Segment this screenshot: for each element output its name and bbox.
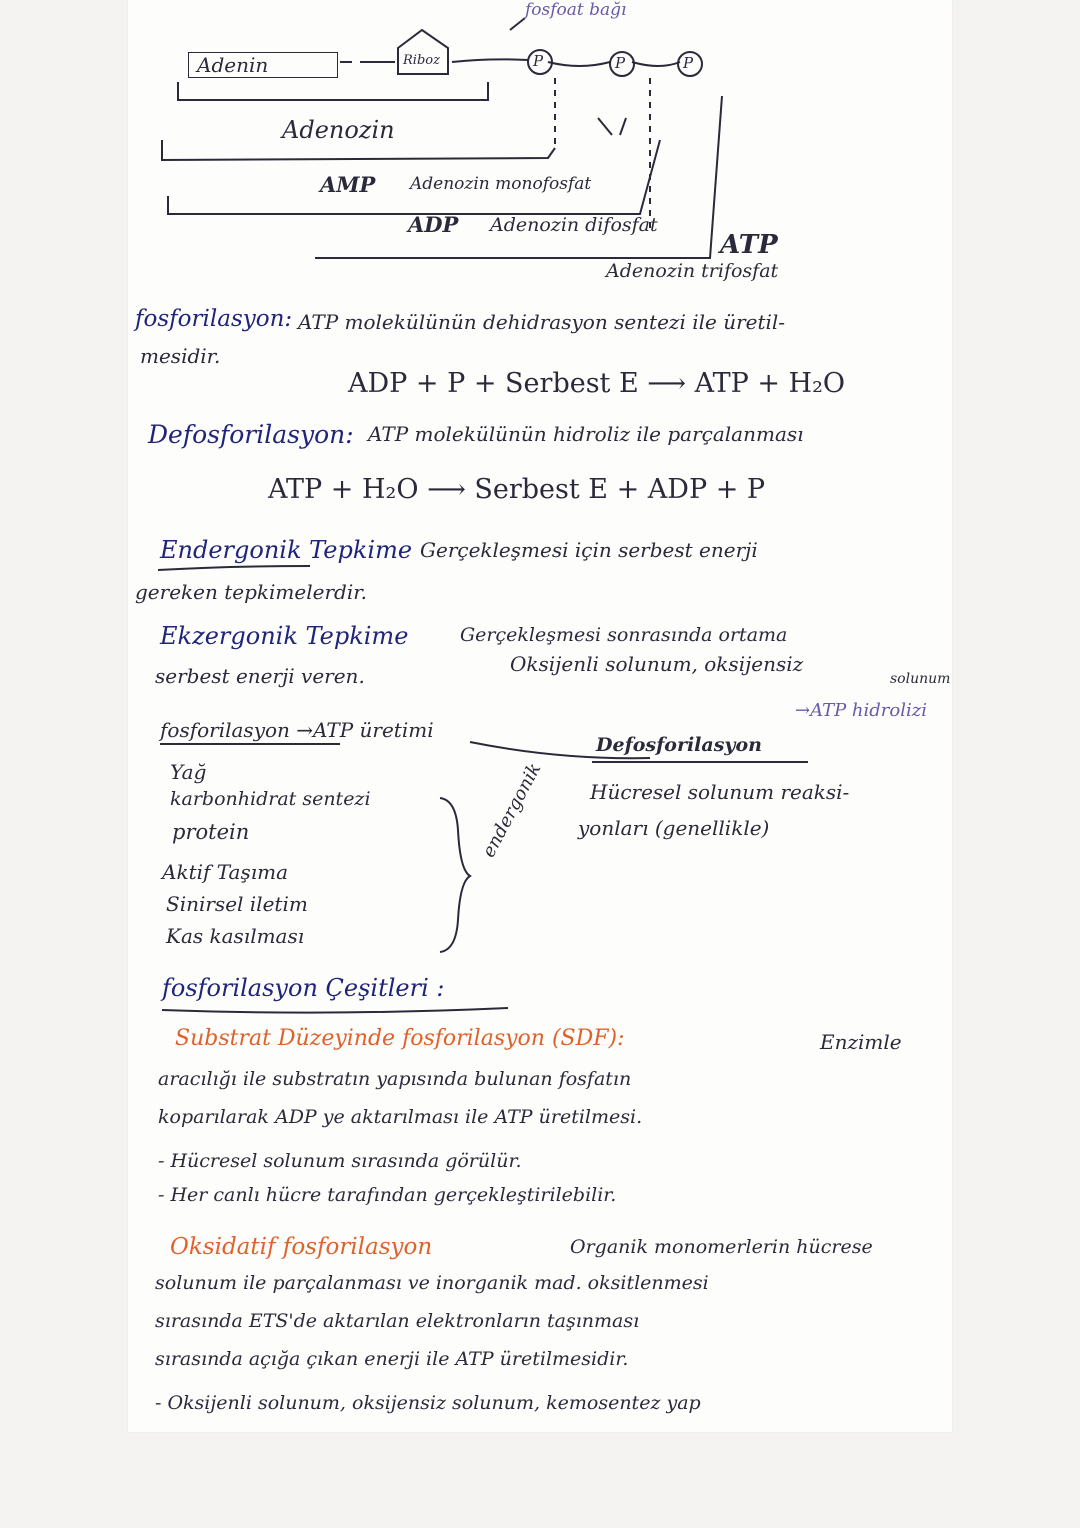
endergonik-text-1: Gerçekleşmesi için serbest enerji <box>420 538 758 562</box>
sdf-text-2: koparılarak ADP ye aktarılması ile ATP üretilmesi. <box>158 1106 643 1128</box>
endergonik-term: Endergonik Tepkime <box>160 536 413 564</box>
list-item: protein <box>172 820 250 844</box>
defosforilasyon-text-2: yonları (genellikle) <box>578 816 770 840</box>
fosforilasyon-column-header: fosforilasyon →ATP üretimi <box>160 718 434 742</box>
list-item: Kas kasılması <box>166 924 305 948</box>
oksidatif-text-2: sırasında ETS'de aktarılan elektronların taşınması <box>155 1310 640 1332</box>
ekzergonik-term: Ekzergonik Tepkime <box>160 622 409 650</box>
defosforilasyon-term: Defosforilasyon: <box>148 420 354 449</box>
adp-full-label: Adenozin difosfat <box>490 214 658 236</box>
adp-label: ADP <box>408 212 459 237</box>
atp-full-label: Adenozin trifosfat <box>606 260 779 282</box>
adenozin-label: Adenozin <box>282 116 395 144</box>
endergonik-brace-label: endergonik <box>478 759 546 861</box>
ekzergonik-examples: Oksijenli solunum, oksijensiz <box>510 652 804 676</box>
defosforilasyon-equation: ATP + H₂O ⟶ Serbest E + ADP + P <box>268 474 766 505</box>
sdf-term: Substrat Düzeyinde fosforilasyon (SDF): <box>175 1026 625 1051</box>
defosforilasyon-text-1: Hücresel solunum reaksi- <box>590 780 850 804</box>
list-item: Aktif Taşıma <box>162 860 289 884</box>
atp-hidrolizi-note: →ATP hidrolizi <box>795 700 928 721</box>
oksidatif-text-3: sırasında açığa çıkan enerji ile ATP üretilmesidir. <box>155 1348 629 1370</box>
amp-label: AMP <box>320 172 376 197</box>
fosforilasyon-term: fosforilasyon: <box>135 306 293 332</box>
ekzergonik-text-2: serbest enerji veren. <box>155 664 365 688</box>
ekzergonik-text-1: Gerçekleşmesi sonrasında ortama <box>460 624 788 646</box>
fosforilasyon-equation: ADP + P + Serbest E ⟶ ATP + H₂O <box>348 368 846 399</box>
list-item: karbonhidrat sentezi <box>170 788 371 810</box>
oksidatif-term: Oksidatif fosforilasyon <box>170 1234 433 1260</box>
adenin-box <box>188 52 338 78</box>
endergonik-text-2: gereken tepkimelerdir. <box>135 580 367 604</box>
defosforilasyon-text: ATP molekülünün hidroliz ile parçalanması <box>368 422 804 446</box>
fosforilasyon-types-heading: fosforilasyon Çeşitleri : <box>162 974 445 1002</box>
riboz-label: Riboz <box>403 53 440 68</box>
sdf-text-0: Enzimle <box>820 1030 902 1054</box>
atp-label: ATP <box>720 230 778 260</box>
adenin-label: Adenin <box>197 53 269 77</box>
sdf-bullet-2: - Her canlı hücre tarafından gerçekleştirilebilir. <box>158 1184 617 1206</box>
oksidatif-text-1: solunum ile parçalanması ve inorganik mad. oksitlenmesi <box>155 1272 709 1294</box>
sdf-bullet-1: - Hücresel solunum sırasında görülür. <box>158 1150 522 1172</box>
defosforilasyon-column-header: Defosforilasyon <box>596 734 762 756</box>
oksidatif-bullet-1: - Oksijenli solunum, oksijensiz solunum, kemosentez yap <box>155 1392 701 1414</box>
phosphate-label-2: P <box>615 54 626 72</box>
fosforilasyon-text-1: ATP molekülünün dehidrasyon sentezi ile üretil- <box>298 310 786 334</box>
ekzergonik-examples-2: solunum <box>890 671 951 687</box>
phosphate-label-3: P <box>683 54 694 72</box>
amp-full-label: Adenozin monofosfat <box>410 174 592 194</box>
oksidatif-text-0: Organik monomerlerin hücrese <box>570 1236 873 1258</box>
list-item: Yağ <box>170 760 207 784</box>
list-item: Sinirsel iletim <box>166 892 308 916</box>
fosforilasyon-text-2: mesidir. <box>140 344 221 368</box>
phosphate-label-1: P <box>533 52 544 70</box>
sdf-text-1: aracılığı ile substratın yapısında bulunan fosfatın <box>158 1068 632 1090</box>
phosphate-bond-note: fosfoat bağı <box>525 0 627 20</box>
